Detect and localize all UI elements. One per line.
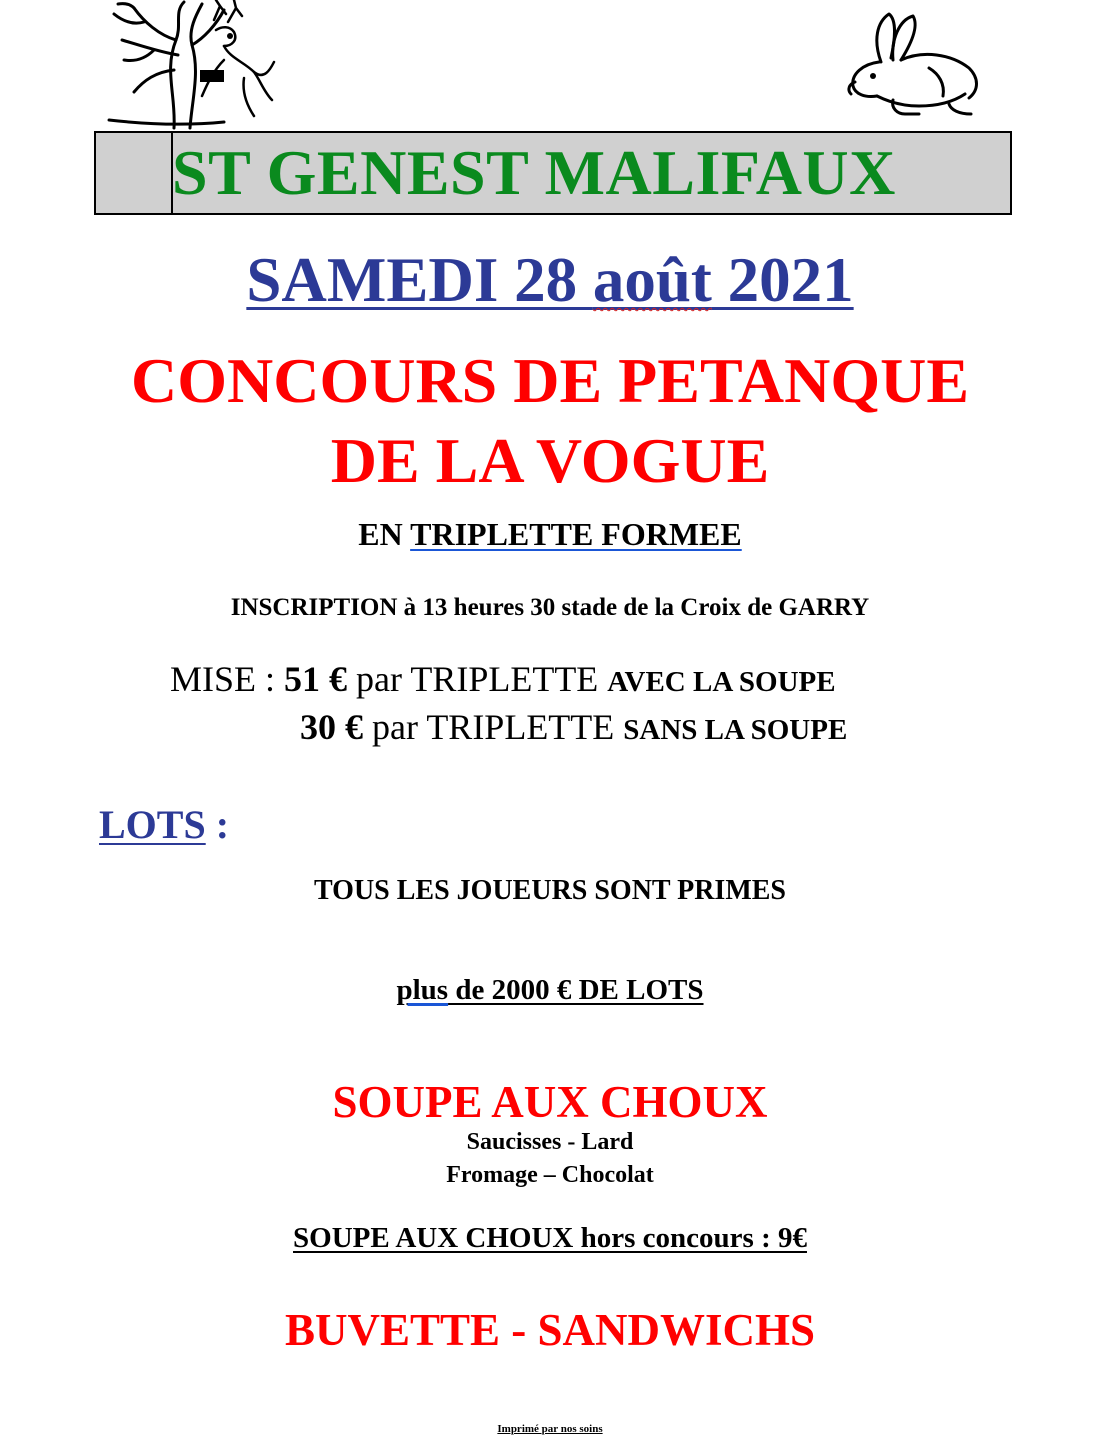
- mise-option-2: SANS LA SOUPE: [623, 714, 848, 746]
- soupe-hors-concours: [0, 1220, 1100, 1256]
- inscription-info: INSCRIPTION à 13 heures 30 stade de la Croix de GARRY: [230, 594, 870, 621]
- buvette-heading: BUVETTE - SANDWICHS: [284, 1305, 816, 1355]
- event-date-year: 2021: [711, 245, 854, 315]
- event-date-day: SAMEDI 28: [246, 245, 593, 315]
- rabbit-icon: [833, 10, 983, 116]
- lots-heading-colon: :: [205, 802, 230, 847]
- lots-total-plus: plus: [396, 974, 449, 1006]
- lots-total-text: [396, 974, 703, 1006]
- mise-option-1: AVEC LA SOUPE: [607, 666, 836, 698]
- lots-heading: [99, 800, 229, 850]
- lots-all-players: TOUS LES JOUEURS SONT PRIMES: [314, 875, 786, 906]
- menu-line-2: Fromage – Chocolat: [446, 1162, 654, 1188]
- team-format-value: TRIPLETTE FORMEE: [410, 516, 742, 552]
- team-format: [0, 514, 1100, 554]
- tree-deer-drawing-icon: [104, 0, 279, 130]
- print-footer: [0, 1422, 1100, 1436]
- mise-amount-1: 51 €: [284, 659, 348, 699]
- lots-total: [0, 972, 1100, 1008]
- mise-par-2: par TRIPLETTE: [363, 707, 624, 747]
- soupe-heading: SOUPE AUX CHOUX: [332, 1077, 768, 1127]
- team-format-prefix: EN: [358, 516, 411, 552]
- mise-label: MISE :: [170, 659, 285, 699]
- soupe-hors-concours-text: SOUPE AUX CHOUX hors concours : 9€: [293, 1222, 807, 1254]
- lots-heading-text: LOTS: [99, 802, 206, 847]
- page-title: ST GENEST MALIFAUX: [172, 137, 896, 208]
- mise-line-1: [170, 656, 836, 705]
- headline-line-2: DE LA VOGUE: [330, 425, 770, 496]
- lots-total-amount: de 2000 € DE LOTS: [448, 974, 704, 1006]
- title-banner: [94, 131, 1012, 215]
- event-date: [0, 242, 1100, 318]
- mise-line-2: [300, 704, 847, 753]
- mise-par-1: par TRIPLETTE: [347, 659, 608, 699]
- mise-amount-2: 30 €: [300, 707, 363, 747]
- print-footer-text: Imprimé par nos soins: [497, 1423, 603, 1435]
- event-date-month: août: [592, 245, 712, 315]
- menu-line-1: Saucisses - Lard: [466, 1129, 634, 1155]
- event-date-text: [246, 245, 853, 315]
- headline-line-1: CONCOURS DE PETANQUE: [131, 345, 969, 416]
